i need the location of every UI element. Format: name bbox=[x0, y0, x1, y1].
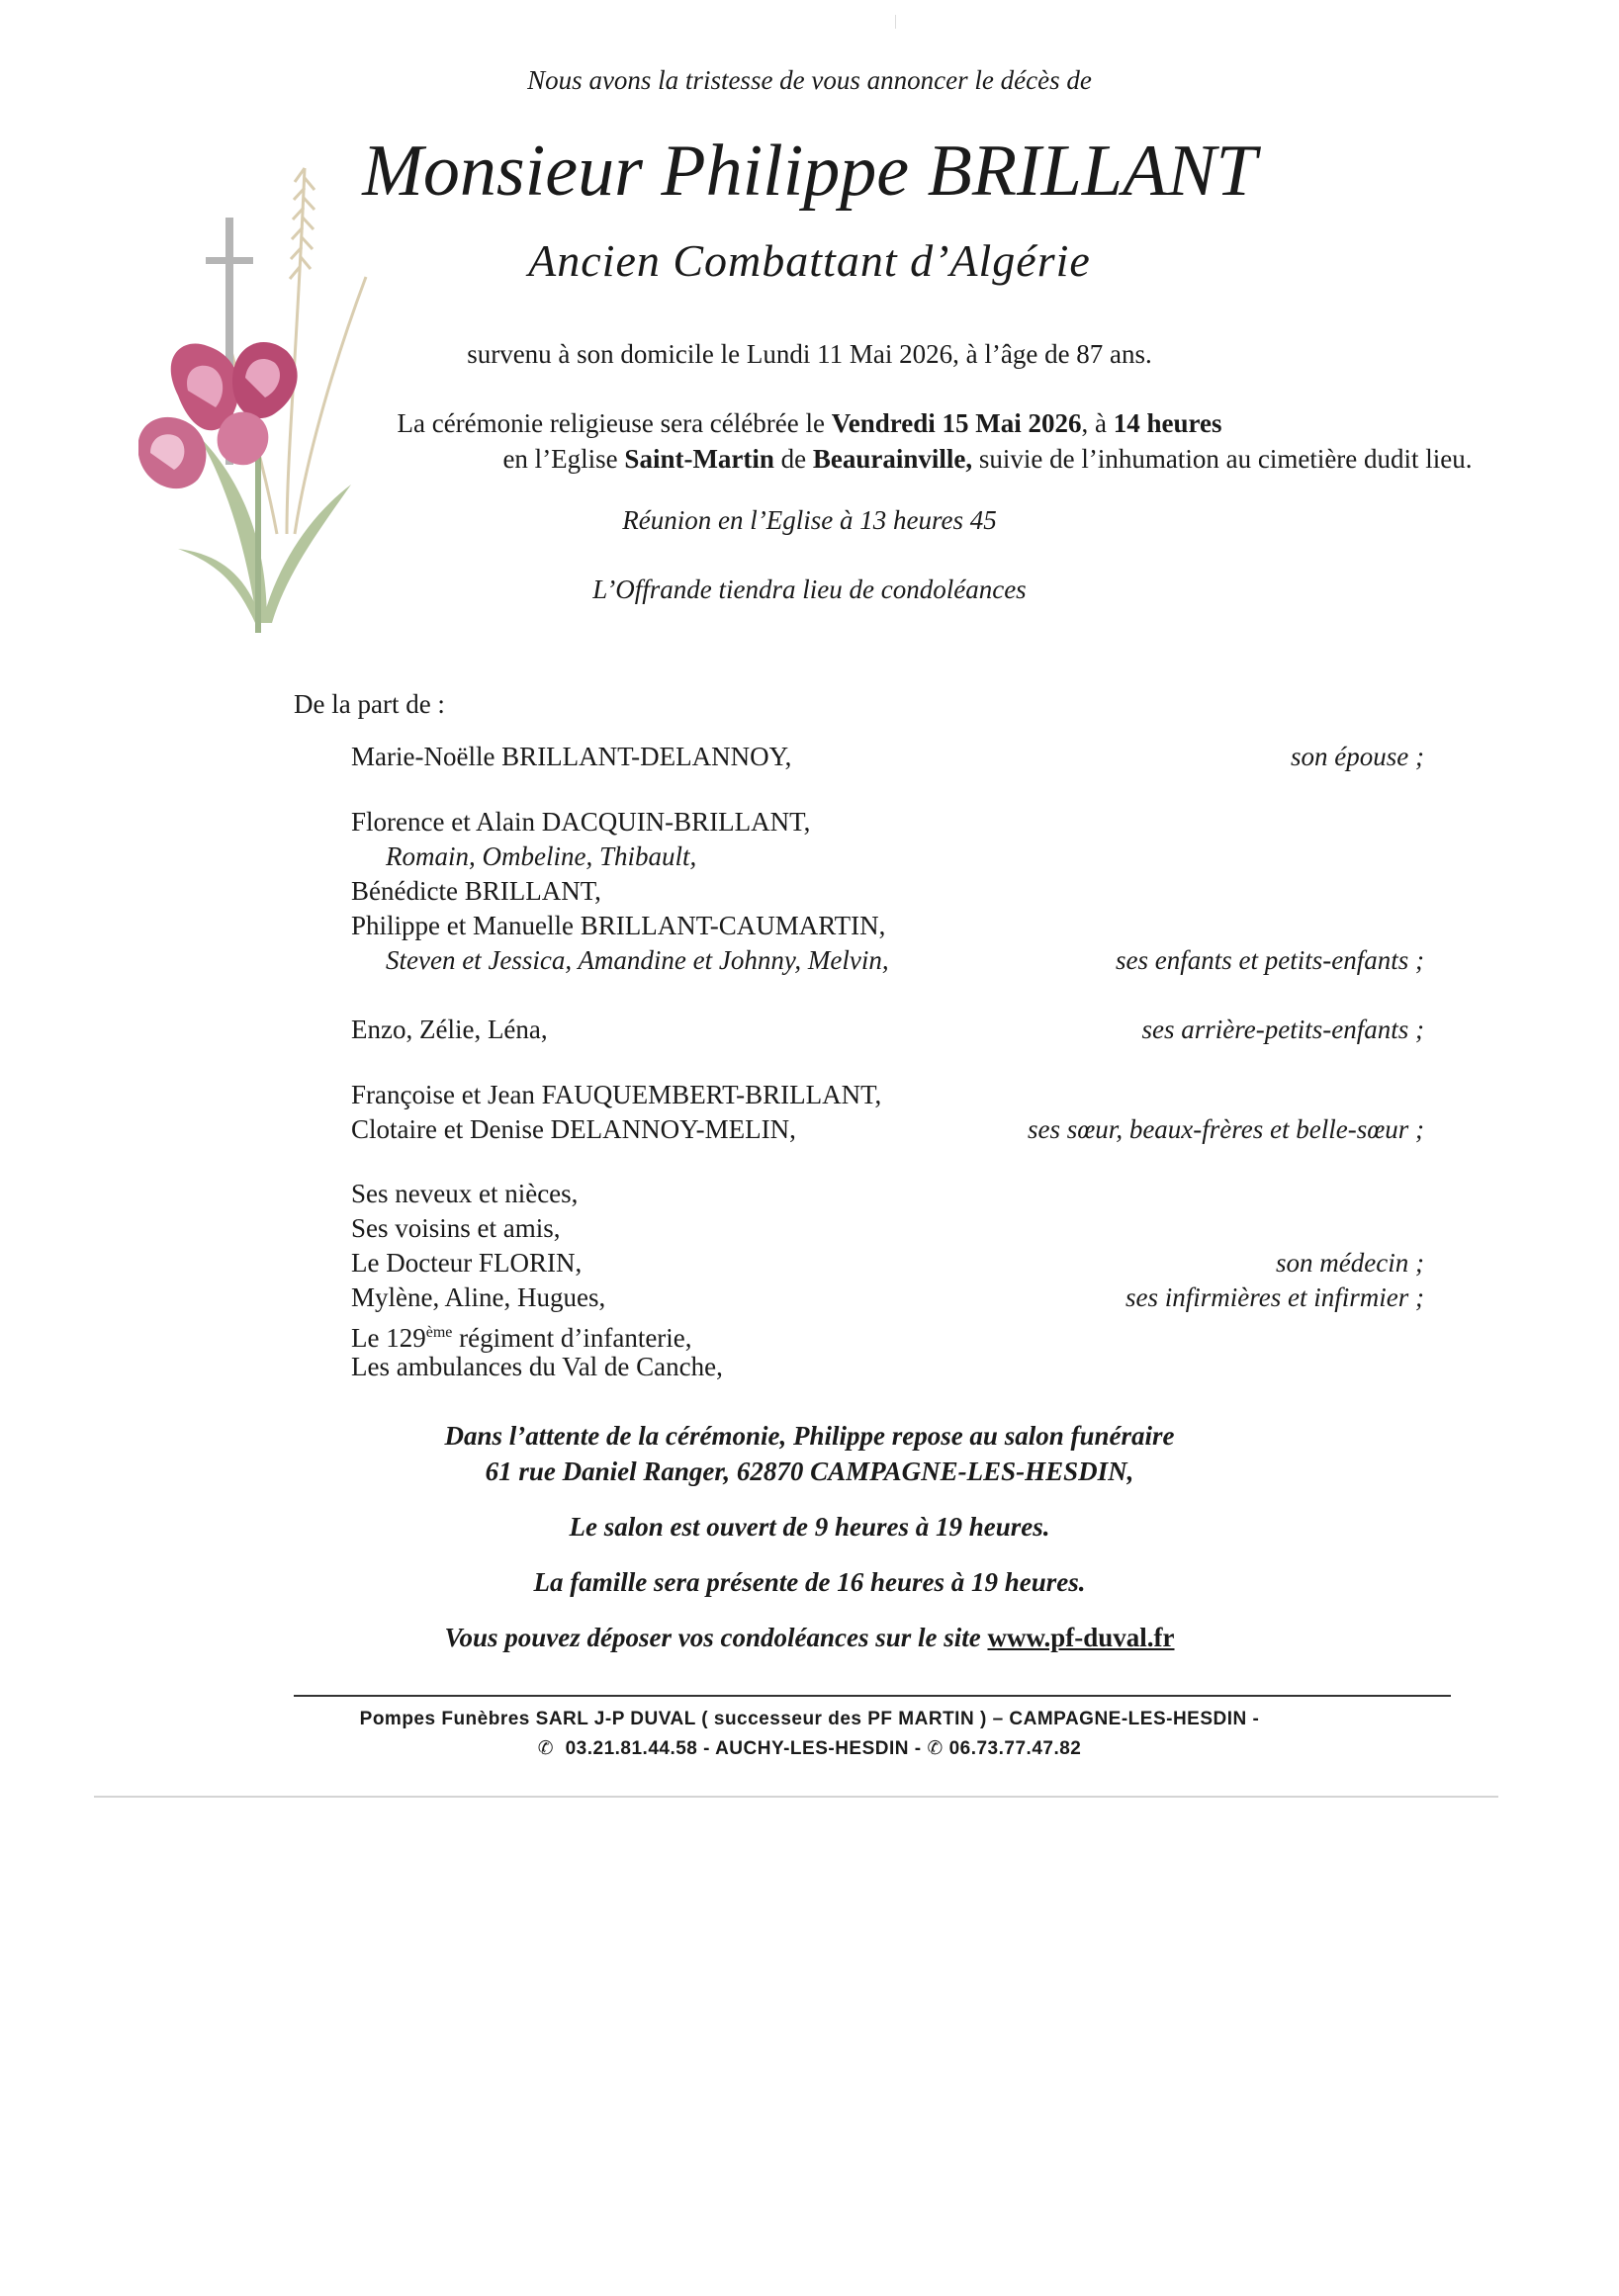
salon-line-1: Dans l’attente de la cérémonie, Philippe repose au salon funéraire bbox=[444, 1421, 1175, 1451]
church-prefix: en l’Eglise bbox=[502, 444, 625, 474]
deceased-name: Monsieur Philippe BRILLANT bbox=[362, 131, 1257, 212]
family-row bbox=[351, 909, 1424, 943]
condolences-line bbox=[0, 1620, 1619, 1655]
deceased-title: Ancien Combattant d’Algérie bbox=[528, 235, 1091, 286]
family-name: Bénédicte BRILLANT, bbox=[351, 876, 601, 906]
family-name: Ses voisins et amis, bbox=[351, 1213, 561, 1243]
family-row bbox=[351, 1013, 1424, 1047]
family-name: Romain, Ombeline, Thibault, bbox=[386, 841, 697, 871]
family-row bbox=[351, 1177, 1424, 1211]
family-name: Florence et Alain DACQUIN-BRILLANT, bbox=[351, 807, 811, 837]
phone-icon: ✆ bbox=[537, 1738, 555, 1759]
family-row bbox=[351, 943, 1424, 978]
church-town: Beaurainville, bbox=[812, 444, 973, 474]
family-name: Mylène, Aline, Hugues, bbox=[351, 1282, 606, 1312]
family-row bbox=[351, 1078, 1424, 1112]
church-line bbox=[178, 441, 1619, 477]
family-row bbox=[351, 1315, 1424, 1353]
family-relation: son épouse ; bbox=[1291, 742, 1424, 771]
regiment-name: régiment d’infanterie, bbox=[452, 1323, 692, 1353]
website-link[interactable]: www.pf-duval.fr bbox=[987, 1623, 1175, 1652]
family-relation: ses sœur, beaux-frères et belle-sœur ; bbox=[1028, 1114, 1424, 1144]
funeral-home-line: Pompes Funèbres SARL J-P DUVAL ( successeur des PF MARTIN ) – CAMPAGNE-LES-HESDIN - bbox=[359, 1709, 1260, 1729]
salon-address: 61 rue Daniel Ranger, 62870 CAMPAGNE-LES-HESDIN, bbox=[485, 1457, 1134, 1486]
family-row bbox=[351, 1280, 1424, 1315]
condolences-text: Vous pouvez déposer vos condoléances sur le site bbox=[444, 1623, 988, 1652]
family-row bbox=[351, 1112, 1424, 1147]
intro-text: Nous avons la tristesse de vous annoncer le décès de bbox=[527, 65, 1092, 95]
family-relation: ses enfants et petits-enfants ; bbox=[1116, 945, 1424, 975]
church-name: Saint-Martin bbox=[624, 444, 774, 474]
phone-1: 03.21.81.44.58 bbox=[565, 1738, 698, 1759]
family-name: Les ambulances du Val de Canche, bbox=[351, 1352, 723, 1381]
meeting-line: Réunion en l’Eglise à 13 heures 45 bbox=[622, 505, 997, 535]
ceremony-date: Vendredi 15 Mai 2026 bbox=[831, 408, 1082, 438]
funeral-home-contacts bbox=[0, 1734, 1619, 1764]
phone-icon: ✆ bbox=[927, 1738, 944, 1759]
family-row bbox=[351, 740, 1424, 774]
salon-hours: Le salon est ouvert de 9 heures à 19 heures. bbox=[569, 1512, 1050, 1542]
family-relation: ses arrière-petits-enfants ; bbox=[1141, 1015, 1424, 1044]
ceremony-mid: , à bbox=[1081, 408, 1114, 438]
family-name: Clotaire et Denise DELANNOY-MELIN, bbox=[351, 1114, 796, 1144]
ceremony-time: 14 heures bbox=[1113, 408, 1222, 438]
family-name: Marie-Noëlle BRILLANT-DELANNOY, bbox=[351, 742, 792, 771]
death-line: survenu à son domicile le Lundi 11 Mai 2026, à l’âge de 87 ans. bbox=[467, 339, 1152, 369]
church-mid: de bbox=[773, 444, 813, 474]
family-name: Enzo, Zélie, Léna, bbox=[351, 1015, 548, 1044]
church-suffix: suivie de l’inhumation au cimetière dudit lieu. bbox=[972, 444, 1473, 474]
family-row bbox=[351, 1350, 1424, 1384]
family-relation: ses infirmières et infirmier ; bbox=[1125, 1282, 1424, 1312]
family-row bbox=[351, 805, 1424, 839]
ceremony-prefix: La cérémonie religieuse sera célébrée le bbox=[397, 408, 832, 438]
family-row bbox=[351, 874, 1424, 909]
family-name: Philippe et Manuelle BRILLANT-CAUMARTIN, bbox=[351, 911, 886, 940]
ceremony-line bbox=[0, 405, 1619, 441]
family-name: Le Docteur FLORIN, bbox=[351, 1248, 583, 1278]
family-row bbox=[351, 839, 1424, 874]
family-row bbox=[351, 1211, 1424, 1246]
family-presence: La famille sera présente de 16 heures à 19 heures. bbox=[533, 1567, 1086, 1597]
page-edge-line bbox=[94, 1796, 1498, 1798]
footer-divider bbox=[294, 1695, 1451, 1697]
family-name: Françoise et Jean FAUQUEMBERT-BRILLANT, bbox=[351, 1080, 882, 1109]
phone-2: 06.73.77.47.82 bbox=[948, 1738, 1082, 1759]
town-text: - AUCHY-LES-HESDIN - bbox=[703, 1738, 922, 1759]
family-heading: De la part de : bbox=[294, 689, 445, 719]
family-relation: son médecin ; bbox=[1276, 1248, 1424, 1278]
offering-line: L’Offrande tiendra lieu de condoléances bbox=[592, 574, 1027, 604]
family-name: Ses neveux et nièces, bbox=[351, 1179, 579, 1208]
regiment-number: Le 129 bbox=[351, 1323, 426, 1353]
ordinal-suffix: ème bbox=[425, 1324, 453, 1341]
scan-mark bbox=[895, 15, 896, 29]
calla-lily-illustration bbox=[138, 158, 376, 643]
family-name: Steven et Jessica, Amandine et Johnny, Melvin, bbox=[386, 945, 889, 975]
family-row bbox=[351, 1246, 1424, 1280]
